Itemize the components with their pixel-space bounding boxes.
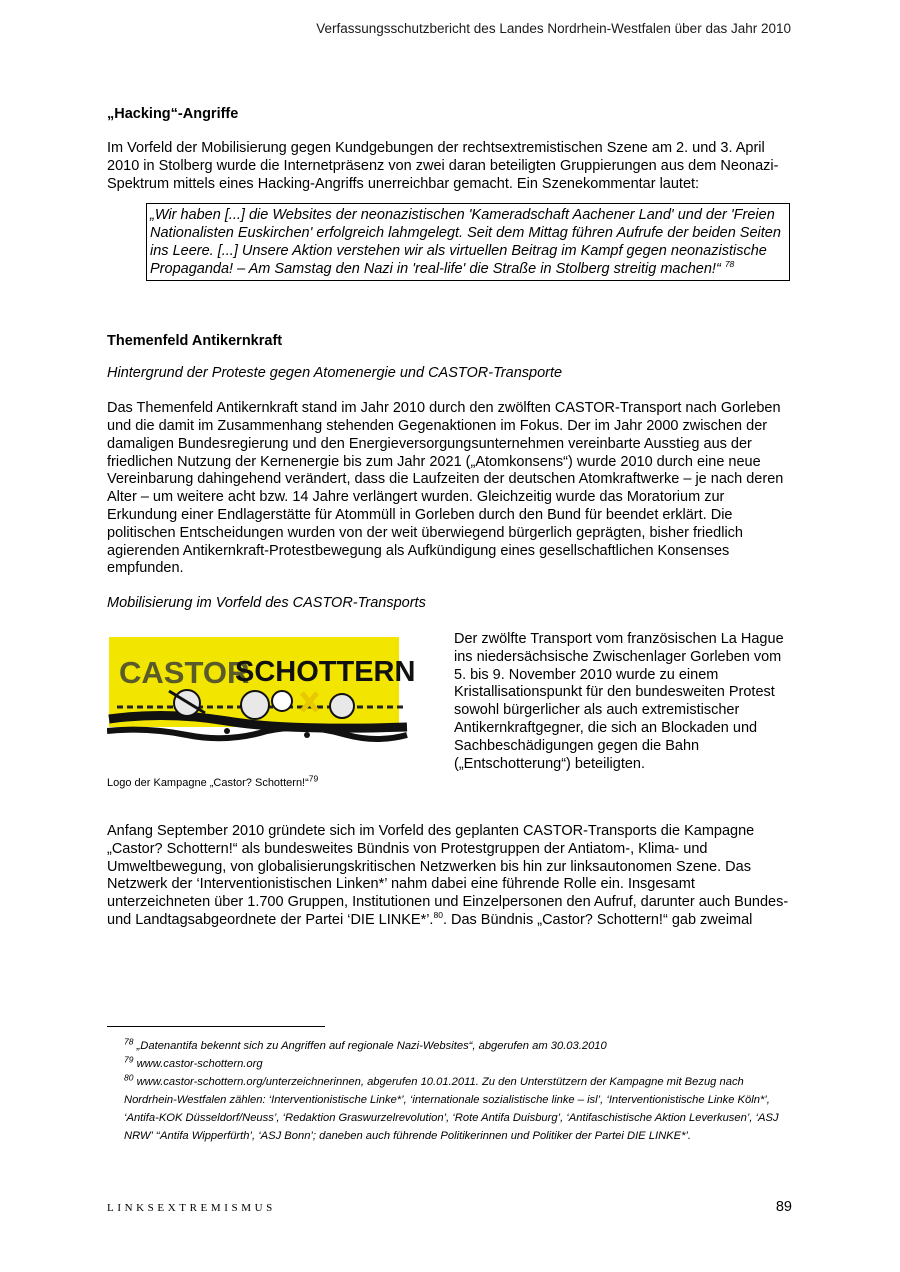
figure-caption (107, 773, 319, 789)
footnote-ref-78: 78 (724, 259, 735, 270)
footnote-ref-79: 79 (308, 773, 319, 784)
footnotes (124, 1037, 792, 1145)
subheading-mobilisierung: Mobilisierung im Vorfeld des CASTOR-Transports (107, 595, 426, 612)
caption-text: Logo der Kampagne „Castor? Schottern!“ (107, 776, 309, 789)
footnote-ref-80: 80 (433, 910, 443, 921)
right-column-text: Der zwölfte Transport vom französischen La Hague ins niedersächsische Zwischenlager Gorleben vom 5. bis 9. November 2010 wurde zu einem Kristallisationspunkt für den bundesweiten Protest sowohl bürgerlicher als auch extremistischer Antikernkraftgegner, die sich an Blockaden und Sachbeschädigungen gegen die Bahn („Entschotterung“) beteiligten. (454, 630, 784, 772)
footnote-number: 79 (124, 1054, 134, 1065)
section-heading-antikernkraft: Themenfeld Antikernkraft (107, 333, 283, 350)
figure-and-text (107, 631, 793, 791)
castor-schottern-logo (107, 631, 415, 751)
footer-section-label: LINKSEXTREMISMUS (107, 1202, 276, 1214)
page-number: 89 (775, 1199, 792, 1215)
paragraph-kampagne-body: Anfang September 2010 gründete sich im Vorfeld des geplanten CASTOR-Transports die Kampagne „Castor? Schottern!“ als bundesweites Bündnis von Protestgruppen der Antiatom-, Klima- und Umweltbewegung, von globalisierungskritischen Netzwerken bis hin zur linksautonomen Szene. Das Netzwerk der ‘Interventionistischen Linken*’ nahm dabei eine führende Rolle ein. Insgesamt unterzeichneten über 1.700 Gruppen, Institutionen und Einzelpersonen den Aufruf, darunter auch Bundes- und Landtagsabgeordnete der Partei ‘DIE LINKE*’. (107, 822, 789, 928)
footnote-78 (124, 1037, 792, 1055)
footnote-number: 80 (124, 1072, 134, 1083)
footnote-separator (107, 1026, 325, 1027)
paragraph-hacking: Im Vorfeld der Mobilisierung gegen Kundgebungen der rechtsextremistischen Szene am 2. und 3. April 2010 in Stolberg wurde die Internetpräsenz von zwei daran beteiligten Gruppierungen aus dem Neonazi-Spektrum mittels eines Hacking-Angriffs unerreichbar gemacht. Ein Szenekommentar lautet: (107, 140, 779, 192)
logo-word-castor: CASTOR (119, 654, 250, 690)
footnote-80 (124, 1073, 792, 1145)
paragraph-antikernkraft: Das Themenfeld Antikernkraft stand im Jahr 2010 durch den zwölften CASTOR-Transport nach Gorleben und die damit im Zusammenhang stehenden Gegenaktionen im Fokus. Der im Jahr 2000 zwischen der damaligen Bundesregierung und den Energieversorgungsunternehmen vereinbarte Ausstieg aus der friedlichen Nutzung der Kernenergie bis zum Jahr 2021 („Atomkonsens“) wurde 2010 durch eine neue Vereinbarung dahingehend verändert, dass die Laufzeiten der deutschen Atomkraftwerke – je nach deren Alter – um weitere acht bzw. 14 Jahre verlängert wurden. Gleichzeitig wurde das Moratorium zur Erkundung einer Endlagerstätte für Atommüll in Gorleben durch den Bund für beendet erklärt. Die politischen Entscheidungen wurden von der weit überwiegend bürgerlich geprägten, bisher friedlich agierenden Antikernkraft-Protestbewegung als Aufkündigung eines gesellschaftlichen Konsenses empfunden. (107, 400, 784, 577)
footnote-number: 78 (124, 1036, 134, 1047)
footnote-text: www.castor-schottern.org (136, 1058, 263, 1070)
section-heading-hacking: „Hacking“-Angriffe (107, 106, 239, 122)
subheading-hintergrund: Hintergrund der Proteste gegen Atomenergie und CASTOR-Transporte (107, 365, 563, 382)
blockquote-box (146, 203, 790, 281)
main-content (107, 106, 793, 930)
quote-text: „Wir haben [...] die Websites der neonazistischen 'Kameradschaft Aachener Land' und der 'Freien Nationalisten Euskirchen' erfolgreich lahmgelegt. Seit dem Mittag führen Aufrufe der beiden Seiten ins Leere. [...] Unsere Aktion verstehen wir als virtuellen Beitrag im Kampf gegen neonazistische Propaganda! – Am Samstag den Nazi in 'real-life' die Straße in Stolberg streitig machen!“ (150, 207, 781, 278)
logo-word-schottern: SCHOTTERN (235, 655, 415, 688)
paragraph-kampagne-tail: . Das Bündnis „Castor? Schottern!“ gab zweimal (442, 911, 753, 928)
running-header: Verfassungsschutzbericht des Landes Nordrhein-Westfalen über das Jahr 2010 (316, 21, 791, 36)
footnote-79 (124, 1055, 792, 1073)
paragraph-kampagne (107, 823, 793, 930)
footnote-text: „Datenantifa bekennt sich zu Angriffen auf regionale Nazi-Websites“, abgerufen am 30.03.2010 (136, 1040, 607, 1052)
footnote-text: www.castor-schottern.org/unterzeichnerinnen, abgerufen 10.01.2011. Zu den Unterstützern der Kampagne mit Bezug nach Nordrhein-Westfalen zählen: ‘Interventionistische Linke*’, ‘internationale sozialistische linke – isl’, ‘Interventionistische Linke Köln*’, ‘Antifa-KOK Düsseldorf/Neuss’, ‘Redaktion Graswurzelrevolution’, ‘Rote Antifa Duisburg’, ‘Antifaschistische Aktion Leverkusen’, ‘ASJ NRW’ ‘‘Antifa Wipperfürth’, ‘ASJ Bonn’; daneben auch führende Politikerinnen und Politiker der Partei DIE LINKE*’. (124, 1076, 779, 1142)
